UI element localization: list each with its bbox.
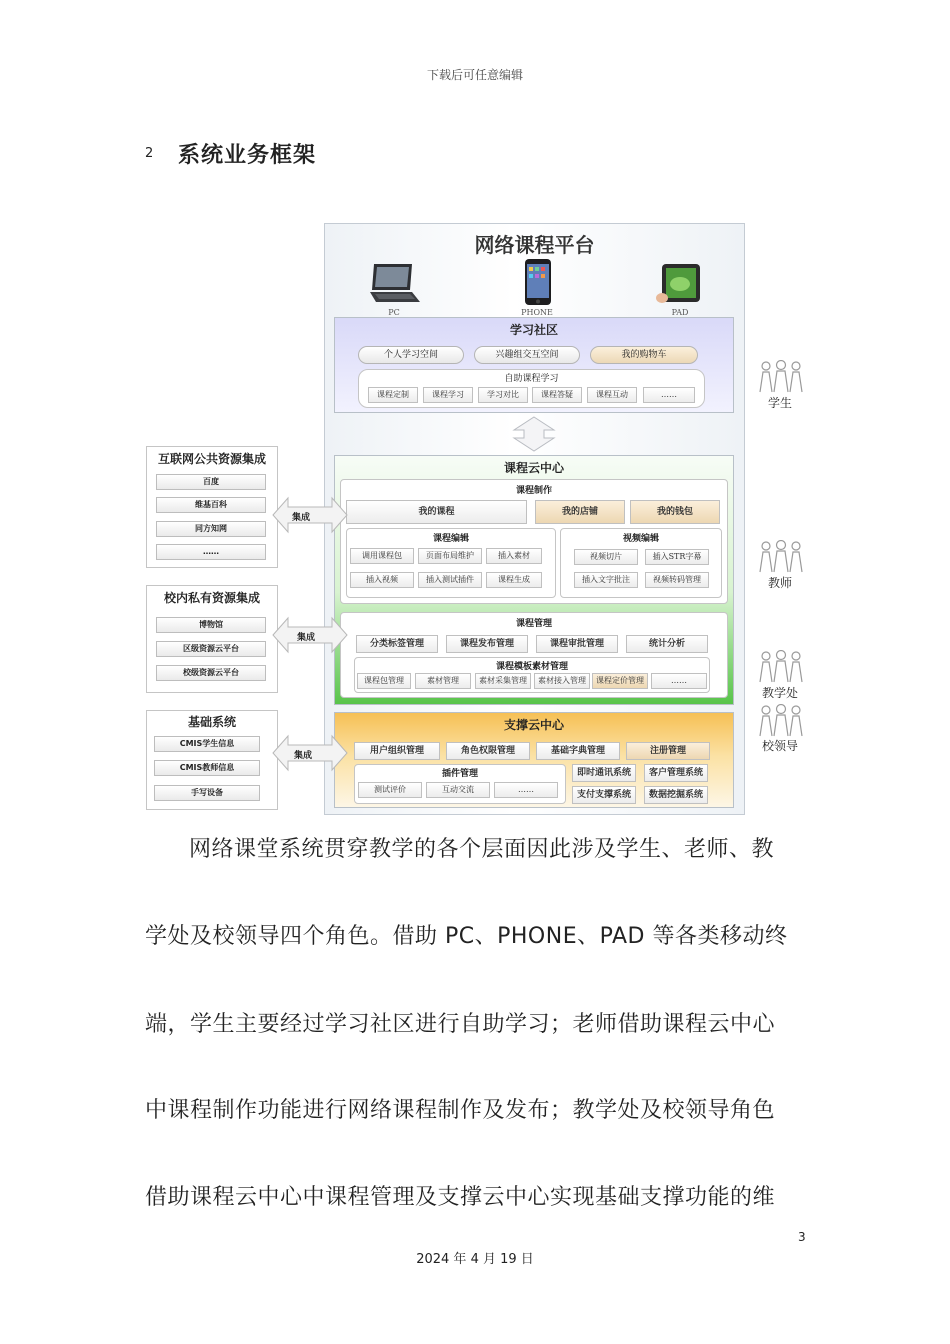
video-edit-item: 视频切片 xyxy=(574,549,638,565)
video-edit-title: 视频编辑 xyxy=(622,534,659,544)
learning-community-title: 学习社区 xyxy=(509,323,558,337)
self-study-item: 学习对比 xyxy=(478,387,528,403)
device-label-pc: PC xyxy=(388,308,400,317)
resource-item: 维基百科 xyxy=(156,497,266,513)
plugin-item: …… xyxy=(494,782,558,798)
internet-resources-title: 互联网公共资源集成 xyxy=(157,452,266,466)
pill-shopping-cart: 我的购物车 xyxy=(590,346,698,364)
device-label-phone: PHONE xyxy=(521,308,553,317)
pill-interest-space: 兴趣组交互空间 xyxy=(474,346,580,364)
resource-item: 同方知网 xyxy=(156,521,266,537)
self-study-item: 课程学习 xyxy=(423,387,473,403)
platform-title: 网络课程平台 xyxy=(474,233,595,257)
course-edit-item: 课程生成 xyxy=(486,572,542,588)
laptop-icon xyxy=(366,262,422,310)
management-item: 课程发布管理 xyxy=(446,635,528,653)
template-item: 课程定价管理 xyxy=(592,673,648,689)
resource-item: CMIS教师信息 xyxy=(154,760,260,776)
support-item: 注册管理 xyxy=(626,742,710,760)
course-edit-item: 插入测试插件 xyxy=(418,572,482,588)
footer-date: 2024 年 4 月 19 日 xyxy=(416,1252,534,1267)
management-item: 统计分析 xyxy=(626,635,708,653)
paragraph-line: 端，学生主要经过学习社区进行自助学习；老师借助课程云中心 xyxy=(145,1012,776,1037)
template-item: 素材管理 xyxy=(415,673,471,689)
template-title: 课程模板素材管理 xyxy=(495,662,568,672)
video-edit-item: 插入STR字幕 xyxy=(645,549,709,565)
phone-icon xyxy=(524,258,552,310)
management-item: 课程审批管理 xyxy=(536,635,618,653)
paragraph-line: 网络课堂系统贯穿教学的各个层面因此涉及学生、老师、教 xyxy=(189,837,775,862)
integrate-label: 集成 xyxy=(292,513,311,523)
device-label-pad: PAD xyxy=(671,308,689,317)
page-number: 3 xyxy=(798,1230,806,1244)
paragraph-line: 中课程制作功能进行网络课程制作及发布；教学处及校领导角色 xyxy=(145,1098,776,1123)
support-right-item: 客户管理系统 xyxy=(644,764,708,782)
support-right-item: 即时通讯系统 xyxy=(572,764,636,782)
support-cloud-title: 支撑云中心 xyxy=(503,718,564,732)
support-item: 基础字典管理 xyxy=(536,742,620,760)
video-edit-item: 视频转码管理 xyxy=(645,572,709,588)
resource-item: 校级资源云平台 xyxy=(156,665,266,681)
group-people-icon xyxy=(756,540,806,578)
self-study-item: 课程定制 xyxy=(368,387,418,403)
resource-item: 博物馆 xyxy=(156,617,266,633)
self-study-title: 自助课程学习 xyxy=(504,374,559,384)
paragraph-line: 借助课程云中心中课程管理及支撑云中心实现基础支撑功能的维 xyxy=(145,1185,776,1210)
support-right-item: 数据挖掘系统 xyxy=(644,786,708,804)
course-management-title: 课程管理 xyxy=(515,619,552,629)
course-cloud-title: 课程云中心 xyxy=(503,461,564,475)
management-item: 分类标签管理 xyxy=(356,635,438,653)
resource-item: 手写设备 xyxy=(154,785,260,801)
template-item: 素材采集管理 xyxy=(475,673,531,689)
my-courses-button: 我的课程 xyxy=(346,500,527,524)
self-study-item: …… xyxy=(643,387,695,403)
group-people-icon xyxy=(756,650,806,688)
header-note: 下载后可任意编辑 xyxy=(426,68,523,82)
resource-item: …… xyxy=(156,544,266,560)
course-production-title: 课程制作 xyxy=(515,486,552,496)
my-wallet-button: 我的钱包 xyxy=(630,500,720,524)
my-store-button: 我的店铺 xyxy=(535,500,625,524)
role-school-leader: 校领导 xyxy=(761,739,798,753)
template-item: …… xyxy=(651,673,707,689)
self-study-item: 课程答疑 xyxy=(532,387,582,403)
plugin-item: 互动交流 xyxy=(426,782,490,798)
group-people-icon xyxy=(756,360,806,398)
support-item: 角色权限管理 xyxy=(446,742,530,760)
course-edit-item: 页面布局维护 xyxy=(418,548,482,564)
campus-resources-title: 校内私有资源集成 xyxy=(163,591,260,605)
tablet-icon xyxy=(656,262,704,310)
video-edit-item: 插入文字批注 xyxy=(574,572,638,588)
resource-item: CMIS学生信息 xyxy=(154,736,260,752)
pill-personal-space: 个人学习空间 xyxy=(358,346,464,364)
template-item: 课程包管理 xyxy=(357,673,411,689)
updown-arrow-icon xyxy=(512,416,556,456)
role-teacher: 教师 xyxy=(767,576,792,590)
base-systems-title: 基础系统 xyxy=(187,715,236,729)
self-study-item: 课程互动 xyxy=(587,387,637,403)
plugin-item: 测试评价 xyxy=(358,782,422,798)
resource-item: 区级资源云平台 xyxy=(156,641,266,657)
role-academic-office: 教学处 xyxy=(761,686,798,700)
plugin-title: 插件管理 xyxy=(441,769,478,779)
template-item: 素材接入管理 xyxy=(534,673,590,689)
section-title: 系统业务框架 xyxy=(178,143,317,168)
integrate-label: 集成 xyxy=(297,633,316,643)
role-student: 学生 xyxy=(767,396,792,410)
course-edit-item: 插入视频 xyxy=(350,572,414,588)
course-edit-item: 调用课程包 xyxy=(350,548,414,564)
resource-item: 百度 xyxy=(156,474,266,490)
support-item: 用户组织管理 xyxy=(354,742,440,760)
course-edit-item: 插入素材 xyxy=(486,548,542,564)
course-edit-title: 课程编辑 xyxy=(432,534,469,544)
paragraph-line: 学处及校领导四个角色。借助 PC、PHONE、PAD 等各类移动终 xyxy=(145,924,788,949)
support-right-item: 支付支撑系统 xyxy=(572,786,636,804)
integrate-label: 集成 xyxy=(294,751,313,761)
section-number: 2 xyxy=(145,146,154,161)
